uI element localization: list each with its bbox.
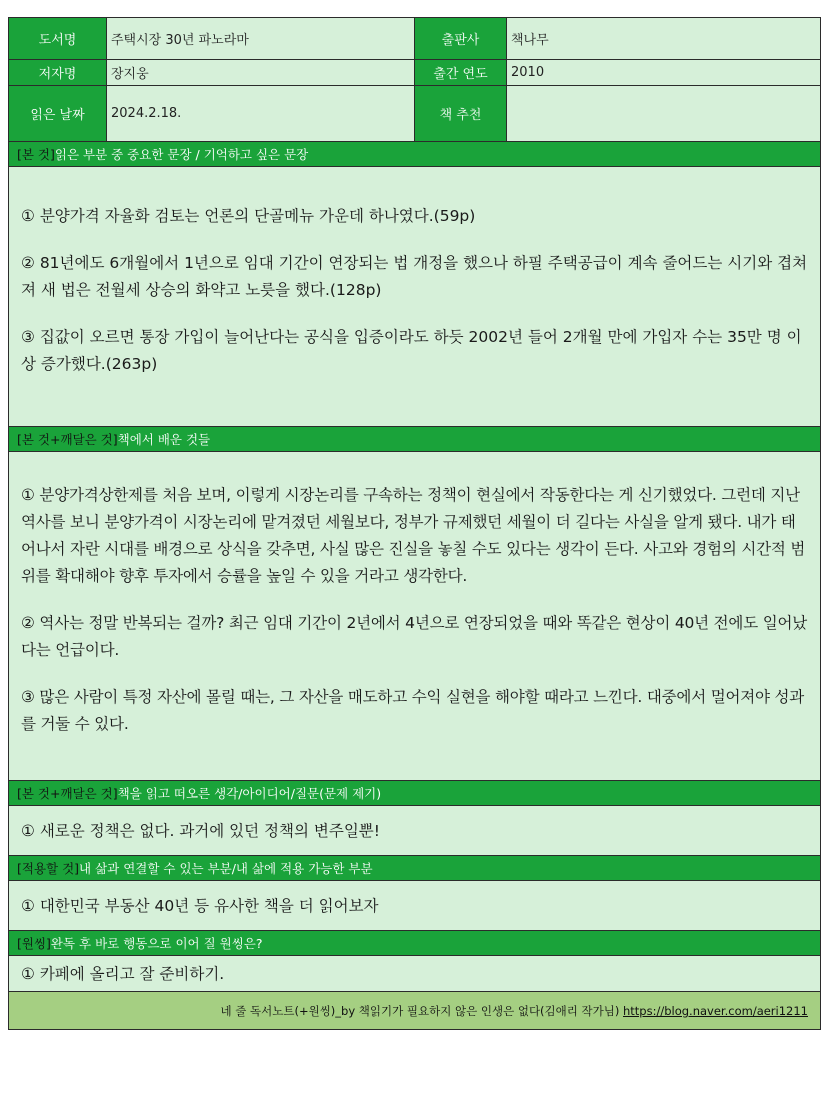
blog-link[interactable]: https://blog.naver.com/aeri1211 [623,1004,808,1018]
section-body-learnings [8,452,821,781]
footer-text: 네 줄 독서노트(+원씽)_by 책읽기가 필요하지 않은 인생은 없다(김애리 작가님) [220,1004,620,1018]
list-item: ① 카페에 올리고 잘 준비하기. [21,965,225,983]
list-item: ① 대한민국 부동산 40년 등 유사한 책을 더 읽어보자 [21,897,379,915]
title-label: 도서명 [9,18,107,60]
read-date-value: 2024.2.18. [107,86,415,142]
section-body-one-thing [8,956,821,992]
book-info-table [8,17,821,142]
read-date-label: 읽은 날짜 [9,86,107,142]
publisher-label: 출판사 [415,18,507,60]
section-header-ideas [8,781,821,806]
section-body-key-sentences [8,167,821,427]
recommend-value [507,86,821,142]
section-tag: [본 것+깨달은 것] [17,786,118,801]
section-title: 책에서 배운 것들 [117,432,211,447]
year-label: 출간 연도 [415,60,507,86]
section-tag: [원씽] [17,936,51,951]
publisher-value: 책나무 [507,18,821,60]
list-item: ③ 많은 사람이 특정 자산에 몰릴 때는, 그 자산을 매도하고 수익 실현을 해야할 때라고 느낀다. 대중에서 멀어져야 성과를 거둘 수 있다. [21,688,805,733]
list-item: ③ 집값이 오르면 통장 가입이 늘어난다는 공식을 입증이라도 하듯 2002년 들어 2개월 만에 가입자 수는 35만 명 이상 증가했다.(263p) [21,328,802,373]
section-tag: [적용할 것] [17,861,80,876]
title-value: 주택시장 30년 파노라마 [107,18,415,60]
year-value: 2010 [507,60,821,86]
reading-note-sheet [8,17,821,1030]
section-header-one-thing [8,931,821,956]
list-item: ② 81년에도 6개월에서 1년으로 임대 기간이 연장되는 법 개정을 했으나 하필 주택공급이 계속 줄어드는 시기와 겹쳐져 새 법은 전월세 상승의 화약고 노릇을 했다.(128p) [21,254,808,299]
list-item: ① 분양가격상한제를 처음 보며, 이렇게 시장논리를 구속하는 정책이 현실에서 작동한다는 게 신기했었다. 그런데 지난 역사를 보니 분양가격이 시장논리에 맡겨졌던 세월보다, 정부가 규제했던 세월이 더 길다는 사실을 알게 됐다. 내가 태어나서 자란 시대를 배경으로 상식을 갖추면, 사실 많은 진실을 놓칠 수도 있다는 생각이 든다. 사고와 경험의 시간적 범위를 확대해야 향후 투자에서 승률을 높일 수 있을 거라고 생각한다. [21,486,806,585]
author-label: 저자명 [9,60,107,86]
section-title: 책을 읽고 떠오른 생각/아이디어/질문(문제 제기) [117,786,382,801]
recommend-label: 책 추천 [415,86,507,142]
section-tag: [본 것+깨달은 것] [17,432,118,447]
author-value: 장지웅 [107,60,415,86]
section-title: 읽은 부분 중 중요한 문장 / 기억하고 싶은 문장 [54,147,309,162]
section-header-apply [8,856,821,881]
section-tag: [본 것] [17,147,55,162]
list-item: ① 분양가격 자율화 검토는 언론의 단골메뉴 가운데 하나였다.(59p) [21,207,476,225]
section-title: 내 삶과 연결할 수 있는 부분/내 삶에 적용 가능한 부분 [79,861,373,876]
section-body-ideas [8,806,821,856]
section-header-learnings [8,427,821,452]
section-header-key-sentences [8,142,821,167]
list-item: ② 역사는 정말 반복되는 걸까? 최근 임대 기간이 2년에서 4년으로 연장되었을 때와 똑같은 현상이 40년 전에도 일어났다는 언급이다. [21,614,808,659]
list-item: ① 새로운 정책은 없다. 과거에 있던 정책의 변주일뿐! [21,822,380,840]
section-body-apply [8,881,821,931]
footer-credit [8,992,821,1030]
section-title: 완독 후 바로 행동으로 이어 질 원씽은? [50,936,263,951]
